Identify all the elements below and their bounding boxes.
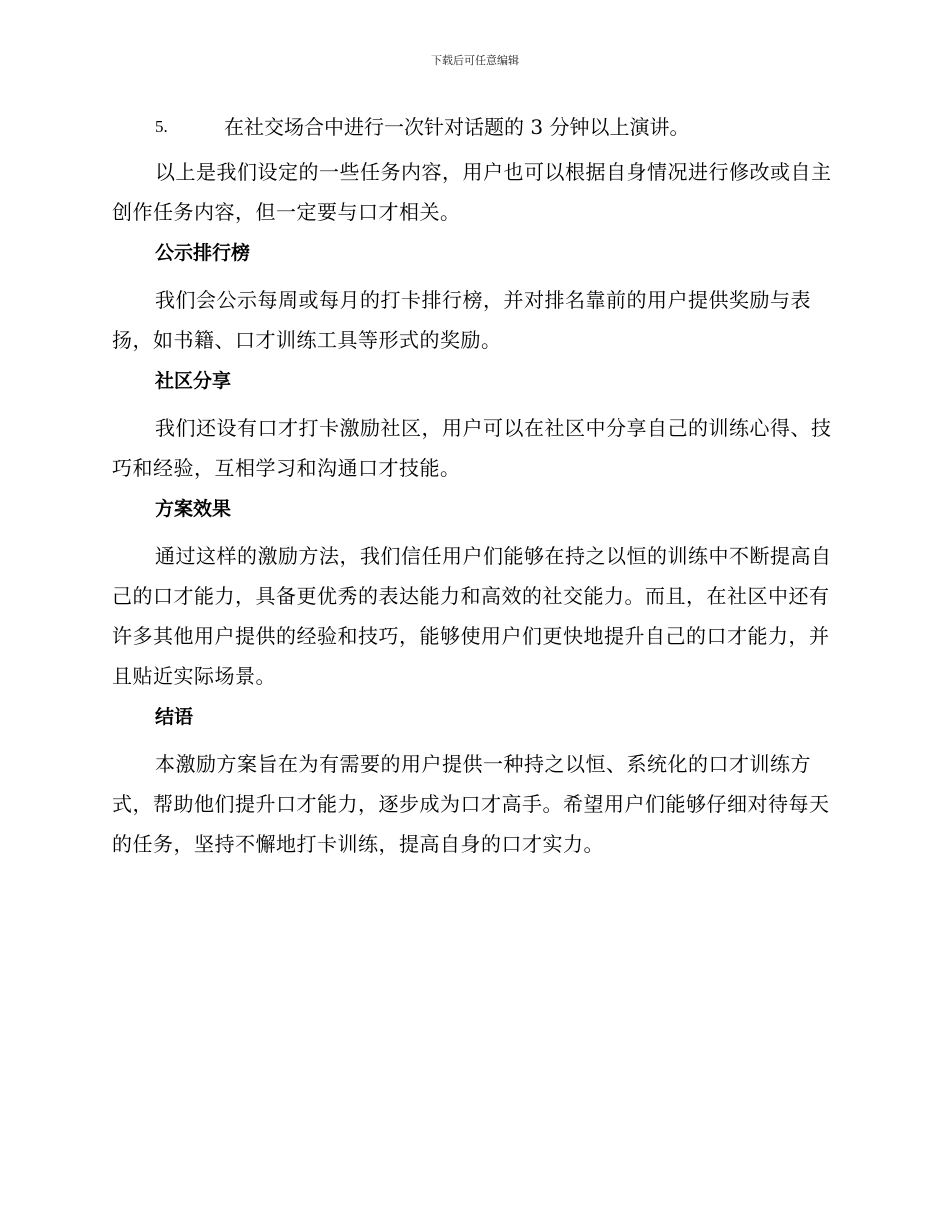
list-item <box>112 112 834 142</box>
paragraph-plan-effect: 通过这样的激励方法，我们信任用户们能够在持之以恒的训练中不断提高自己的口才能力，具备更优秀的表达能力和高效的社交能力。而且，在社区中还有许多其他用户提供的经验和技巧，能够使用户们更快地提升自己的口才能力，并且贴近实际场景。 <box>112 544 832 688</box>
paragraph-community-sharing: 我们还设有口才打卡激励社区，用户可以在社区中分享自己的训练心得、技巧和经验，互相学习和沟通口才技能。 <box>112 416 832 480</box>
list-item-number: 5. <box>155 117 168 136</box>
paragraph-leaderboard: 我们会公示每周或每月的打卡排行榜，并对排名靠前的用户提供奖励与表扬，如书籍、口才训练工具等形式的奖励。 <box>112 288 811 352</box>
paragraph-conclusion: 本激励方案旨在为有需要的用户提供一种持之以恒、系统化的口才训练方式，帮助他们提升口才能力，逐步成为口才高手。希望用户们能够仔细对待每天的任务，坚持不懈地打卡训练，提高自身的口才实力。 <box>112 752 830 856</box>
page-header: 下载后可任意编辑 <box>431 54 519 67</box>
heading-community-sharing: 社区分享 <box>155 370 232 392</box>
list-item-text: 在社交场合中进行一次针对话题的 3 分钟以上演讲。 <box>224 115 690 139</box>
heading-leaderboard: 公示排行榜 <box>155 242 251 264</box>
heading-conclusion: 结语 <box>155 706 194 728</box>
paragraph-task-summary: 以上是我们设定的一些任务内容，用户也可以根据自身情况进行修改或自主创作任务内容，但一定要与口才相关。 <box>112 160 832 224</box>
document-body <box>112 112 834 870</box>
heading-plan-effect: 方案效果 <box>155 498 232 520</box>
